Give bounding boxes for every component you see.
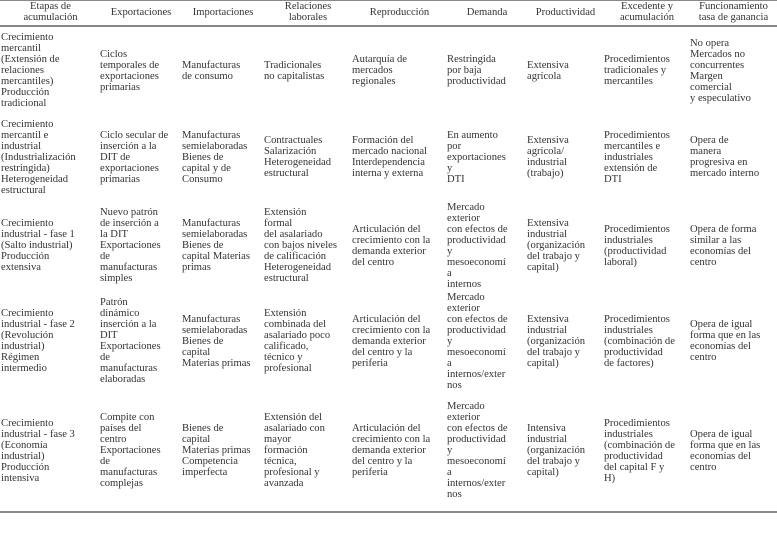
table-cell: Extensión del asalariado con mayor formación técnica, profesional y avanzada	[264, 412, 325, 489]
table-cell: Manufacturas de consumo	[182, 60, 241, 82]
table-cell: Crecimiento industrial - fase 2 (Revolución industrial) Régimen intermedio	[1, 308, 75, 374]
table-cell: Procedimientos industriales (productividad laboral)	[604, 224, 670, 268]
bottom-rule	[0, 511, 777, 513]
table-cell: Manufacturas semielaboradas Bienes de capital Materias primas	[182, 314, 251, 369]
column-header: Funcionamiento tasa de ganancia	[698, 1, 769, 23]
table-cell: Patrón dinámico inserción a la DIT Exportaciones de manufacturas elaboradas	[100, 297, 161, 385]
table-cell: Mercado exterior con efectos de productividad y mesoeconomí a internos	[447, 202, 508, 290]
header-rule	[0, 25, 777, 27]
column-header: Importaciones	[192, 6, 254, 18]
table-cell: Mercado exterior con efectos de productividad y mesoeconomí a internos/exter nos	[447, 292, 508, 391]
column-header: Etapas de acumulación	[23, 1, 78, 23]
table-cell: Contractuales Salarización Heterogeneidad estructural	[264, 135, 332, 179]
column-header: Demanda	[466, 6, 508, 18]
table-cell: Mercado exterior con efectos de productividad y mesoeconomí a internos/exter nos	[447, 401, 508, 500]
table-cell: Procedimientos industriales (combinación de productividad de factores)	[604, 314, 675, 369]
table-cell: Procedimientos industriales (combinación de productividad del capital F y H)	[604, 418, 675, 484]
table-cell: Restringida por baja productividad	[447, 54, 506, 87]
table-cell: Manufacturas semielaboradas Bienes de capital Materias primas	[182, 218, 250, 273]
table-cell: Crecimiento industrial - fase 1 (Salto industrial) Producción extensiva	[1, 218, 75, 273]
table-cell: Manufacturas semielaboradas Bienes de capital y de Consumo	[182, 130, 248, 185]
column-header: Relaciones laborales	[284, 1, 332, 23]
table-cell: Ciclo secular de inserción a la DIT de exportaciones primarias	[100, 130, 169, 185]
table-cell: Extensiva industrial (organización del trabajo y capital)	[527, 314, 586, 369]
table-cell: Extensiva agrícola	[527, 60, 569, 82]
column-header: Reproducción	[369, 6, 430, 18]
table-cell: Articulación del crecimiento con la demanda exterior del centro y la periferia	[352, 423, 431, 478]
table-cell: Opera de igual forma que en las economías del centro	[690, 429, 761, 473]
column-header: Exportaciones	[110, 6, 172, 18]
table-cell: Extensión combinada del asalariado poco calificado, técnico y profesional	[264, 308, 331, 374]
table-cell: Autarquía de mercados regionales	[352, 54, 408, 87]
table-cell: Opera de manera progresiva en mercado interno	[690, 135, 760, 179]
table-cell: Opera de igual forma que en las economías del centro	[690, 319, 761, 363]
table-cell: Crecimiento industrial - fase 3 (Economía industrial) Producción intensiva	[1, 418, 75, 484]
column-header: Productividad	[535, 6, 596, 18]
table-cell: Nuevo patrón de inserción a la DIT Exportaciones de manufacturas simples	[100, 207, 161, 284]
table-cell: En aumento por exportaciones y DTI	[447, 130, 506, 185]
table-cell: Extensiva agrícola/ industrial (trabajo)	[527, 135, 569, 179]
table-row	[0, 28, 777, 114]
table-row	[0, 114, 777, 201]
table-row	[0, 291, 777, 392]
column-header: Excedente y acumulación	[619, 1, 675, 23]
table-cell: Intensiva industrial (organización del trabajo y capital)	[527, 423, 586, 478]
table-row	[0, 201, 777, 291]
table-cell: Formación del mercado nacional Interdependencia interna y externa	[352, 135, 427, 179]
table-cell: No opera Mercados no concurrentes Margen comercial y especulativo	[690, 38, 751, 104]
table-cell: Procedimientos mercantiles e industriales extensión de DTI	[604, 130, 670, 185]
table-cell: Articulación del crecimiento con la demanda exterior del centro y la periferia	[352, 314, 431, 369]
table-cell: Ciclos temporales de exportaciones primarias	[100, 49, 160, 93]
table-cell: Articulación del crecimiento con la demanda exterior del centro	[352, 224, 431, 268]
table-cell: Compite con países del centro Exportaciones de manufacturas complejas	[100, 412, 161, 489]
table-cell: Extensión formal del asalariado con bajos niveles de calificación Heterogeneidad estructural	[264, 207, 337, 284]
table-cell: Crecimiento mercantil e industrial (Industrialización restringida) Heterogeneidad estructural	[1, 119, 76, 196]
table-cell: Opera de forma similar a las economías del centro	[690, 224, 757, 268]
table-row	[0, 392, 777, 510]
table-cell: Bienes de capital Materias primas Competencia imperfecta	[182, 423, 251, 478]
table-cell: Procedimientos tradicionales y mercantiles	[604, 54, 670, 87]
table-cell: Extensiva industrial (organización del trabajo y capital)	[527, 218, 586, 273]
table-header	[0, 0, 777, 24]
table-cell: Tradicionales no capitalistas	[264, 60, 325, 82]
table-cell: Crecimiento mercantil (Extensión de relaciones mercantiles) Producción tradicional	[1, 32, 60, 109]
